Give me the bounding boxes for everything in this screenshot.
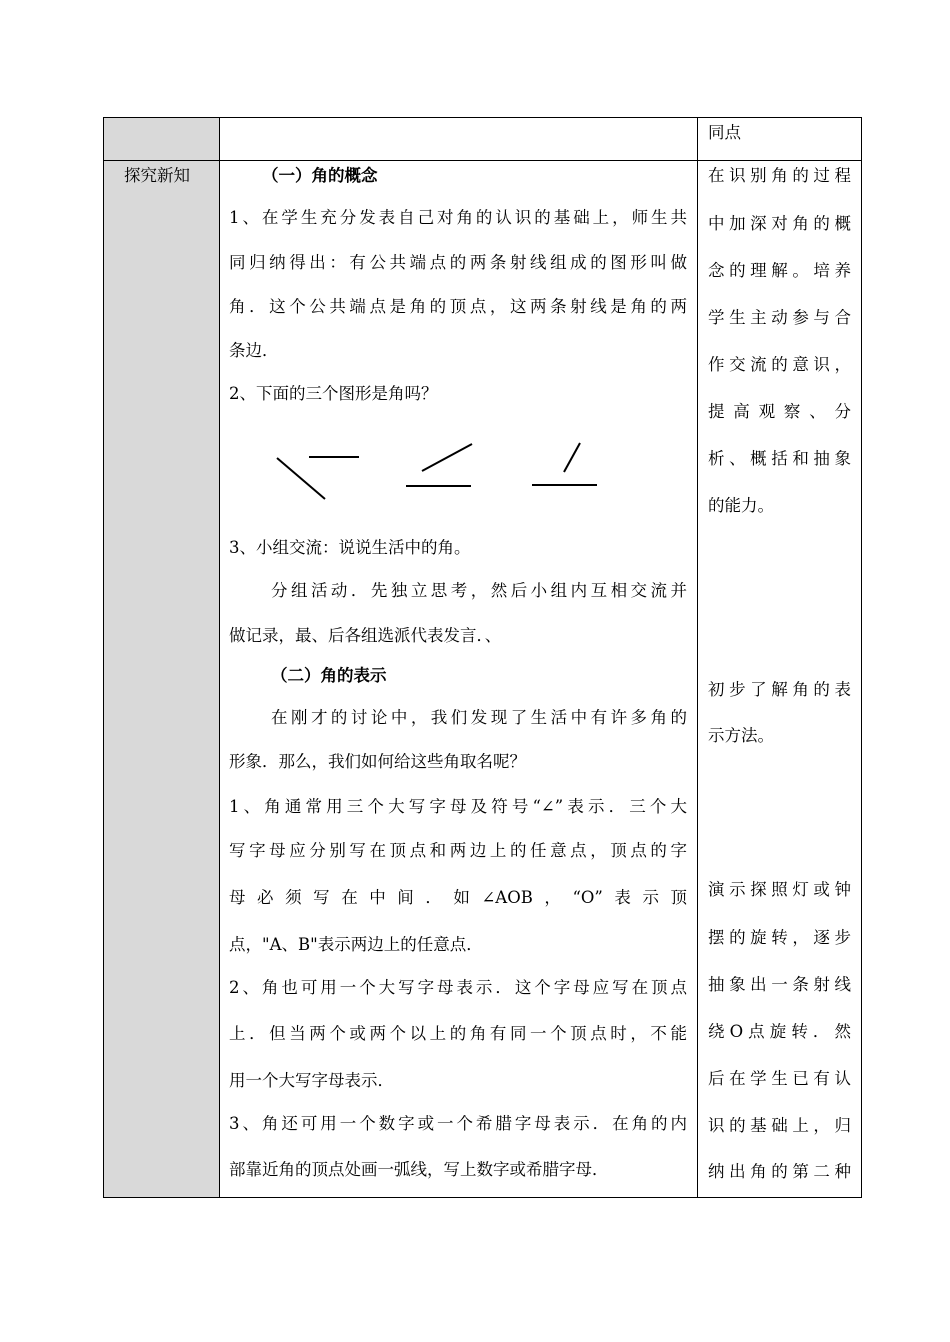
paragraph-line: 分组活动．先独立思考，然后小组内互相交流并 xyxy=(271,581,687,600)
note-line: 提高观察、分 xyxy=(708,402,851,421)
paragraph-line: 角．这个公共端点是角的顶点，这两条射线是角的两 xyxy=(229,297,687,316)
paragraph-line: 3、小组交流：说说生活中的角。 xyxy=(229,538,471,557)
paragraph-line: 点，"A、B"表示两边上的任意点． xyxy=(229,935,483,954)
paragraph-line: 用一个大写字母表示． xyxy=(229,1071,394,1090)
note-line: 学生主动参与合 xyxy=(708,308,851,327)
note-line: 绕O点旋转．然 xyxy=(708,1022,851,1041)
heading-angle-notation: （二）角的表示 xyxy=(271,666,387,685)
paragraph-line: 2、下面的三个图形是角吗？ xyxy=(229,384,438,403)
section-label: 探究新知 xyxy=(124,166,190,185)
paragraph-line: 2、角也可用一个大写字母表示．这个字母应写在顶点 xyxy=(229,978,687,997)
left-column-shading xyxy=(104,118,219,1198)
note-line: 中加深对角的概 xyxy=(708,214,851,233)
paragraph-line: 3、角还可用一个数字或一个希腊字母表示．在角的内 xyxy=(229,1114,687,1133)
figure-1 xyxy=(277,457,359,499)
note-line: 在识别角的过程 xyxy=(708,166,851,185)
note-line: 初步了解角的表 xyxy=(708,680,851,699)
note-line: 抽象出一条射线 xyxy=(708,975,851,994)
note-line: 示方法。 xyxy=(708,726,774,745)
angle-figures xyxy=(260,430,620,510)
figure-3 xyxy=(532,443,597,485)
note-line: 演示探照灯或钟 xyxy=(708,880,851,899)
paragraph-line: 同归纳得出：有公共端点的两条射线组成的图形叫做 xyxy=(229,253,687,272)
paragraph-line: 1、角通常用三个大写字母及符号“∠”表示．三个大 xyxy=(229,797,687,816)
paragraph-line: 条边． xyxy=(229,341,279,360)
paragraph-line: 形象．那么，我们如何给这些角取名呢？ xyxy=(229,752,526,771)
top-row-right-text: 同点 xyxy=(708,123,741,142)
figure-2 xyxy=(406,444,472,486)
paragraph-line: 在刚才的讨论中，我们发现了生活中有许多角的 xyxy=(271,708,687,727)
paragraph-line: 1、在学生充分发表自己对角的认识的基础上，师生共 xyxy=(229,208,687,227)
note-line: 念的理解。培养 xyxy=(708,261,851,280)
paragraph-line: 部靠近角的顶点处画一弧线，写上数字或希腊字母． xyxy=(229,1160,609,1179)
note-line: 摆的旋转，逐步 xyxy=(708,928,851,947)
paragraph-line: 写字母应分别写在顶点和两边上的任意点，顶点的字 xyxy=(229,841,687,860)
note-line: 纳出角的第二种 xyxy=(708,1162,851,1181)
paragraph-line: 上．但当两个或两个以上的角有同一个顶点时，不能 xyxy=(229,1024,687,1043)
note-line: 后在学生已有认 xyxy=(708,1069,851,1088)
note-line: 的能力。 xyxy=(708,496,774,515)
paragraph-line: 母必须写在中间．如∠AOB，“O”表示顶 xyxy=(229,888,687,907)
note-line: 识的基础上，归 xyxy=(708,1116,851,1135)
heading-angle-concept: （一）角的概念 xyxy=(262,166,378,185)
note-line: 作交流的意识， xyxy=(708,355,851,374)
note-line: 析、概括和抽象 xyxy=(708,449,851,468)
paragraph-line: 做记录，最、后各组选派代表发言．、 xyxy=(229,626,502,645)
